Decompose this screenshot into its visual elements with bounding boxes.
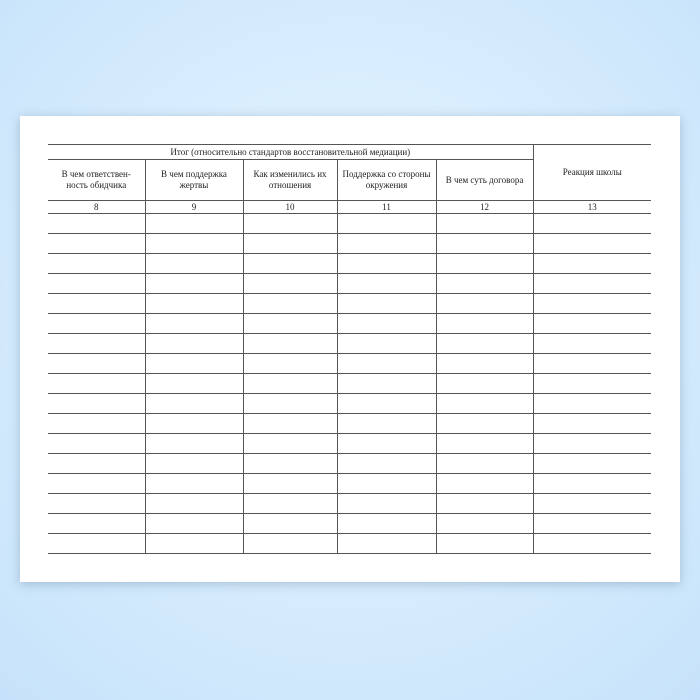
blank-cell: [145, 254, 243, 274]
blank-cell: [145, 494, 243, 514]
column-header-victim-support: В чем поддержка жертвы: [145, 160, 243, 201]
blank-cell: [436, 334, 533, 354]
blank-cell: [533, 334, 651, 354]
table-row: [48, 314, 651, 334]
blank-cell: [436, 514, 533, 534]
table-row: [48, 354, 651, 374]
table-row: [48, 254, 651, 274]
blank-cell: [48, 374, 145, 394]
blank-cell: [436, 354, 533, 374]
blank-cell: [337, 354, 436, 374]
blank-cell: [436, 454, 533, 474]
blank-cell: [145, 354, 243, 374]
blank-cell: [533, 214, 651, 234]
blank-cell: [436, 414, 533, 434]
blank-cell: [337, 274, 436, 294]
blank-cell: [337, 454, 436, 474]
blank-cell: [243, 374, 337, 394]
blank-cell: [533, 414, 651, 434]
blank-cell: [337, 474, 436, 494]
blank-cell: [145, 414, 243, 434]
blank-cell: [48, 454, 145, 474]
blank-cell: [436, 254, 533, 274]
column-number: 11: [337, 201, 436, 214]
blank-cell: [48, 394, 145, 414]
blank-cell: [436, 374, 533, 394]
blank-cell: [145, 394, 243, 414]
blank-cell: [436, 294, 533, 314]
table-row: [48, 274, 651, 294]
blank-cell: [533, 434, 651, 454]
blank-cell: [533, 514, 651, 534]
group-header: Итог (относительно стандартов восстановительной медиации): [48, 145, 533, 160]
blank-cell: [243, 454, 337, 474]
blank-cell: [243, 514, 337, 534]
blank-cell: [145, 454, 243, 474]
blank-cell: [436, 234, 533, 254]
column-number: 10: [243, 201, 337, 214]
column-number: 13: [533, 201, 651, 214]
blank-cell: [243, 434, 337, 454]
blank-cell: [533, 454, 651, 474]
column-header-relationship-change: Как изменились их отношения: [243, 160, 337, 201]
blank-cell: [145, 514, 243, 534]
table-row: [48, 474, 651, 494]
blank-cell: [243, 494, 337, 514]
blank-cell: [337, 514, 436, 534]
blank-cell: [243, 414, 337, 434]
column-header-agreement-essence: В чем суть договора: [436, 160, 533, 201]
form-sheet: [20, 116, 680, 582]
blank-cell: [337, 214, 436, 234]
blank-cell: [533, 474, 651, 494]
blank-cell: [533, 254, 651, 274]
blank-cell: [48, 414, 145, 434]
blank-cell: [533, 374, 651, 394]
blank-rows: [48, 214, 651, 554]
blank-cell: [533, 274, 651, 294]
blank-cell: [243, 214, 337, 234]
blank-cell: [48, 214, 145, 234]
blank-cell: [48, 294, 145, 314]
blank-cell: [243, 474, 337, 494]
column-header-environment-support: Поддержка со стороны окружения: [337, 160, 436, 201]
blank-cell: [533, 534, 651, 554]
blank-cell: [48, 234, 145, 254]
blank-cell: [145, 234, 243, 254]
blank-cell: [48, 514, 145, 534]
blank-cell: [436, 494, 533, 514]
blank-cell: [533, 494, 651, 514]
table-row: [48, 394, 651, 414]
blank-cell: [436, 314, 533, 334]
blank-cell: [533, 394, 651, 414]
blank-cell: [145, 314, 243, 334]
blank-cell: [48, 494, 145, 514]
blank-cell: [48, 474, 145, 494]
table-row: [48, 514, 651, 534]
table-row: [48, 294, 651, 314]
blank-cell: [145, 434, 243, 454]
blank-cell: [337, 374, 436, 394]
blank-cell: [337, 494, 436, 514]
blank-cell: [533, 294, 651, 314]
blank-cell: [48, 274, 145, 294]
blank-cell: [533, 234, 651, 254]
blank-cell: [337, 314, 436, 334]
blank-cell: [145, 294, 243, 314]
column-header-school-reaction: Реакция школы: [533, 145, 651, 201]
table-row: [48, 234, 651, 254]
blank-cell: [48, 354, 145, 374]
blank-cell: [436, 394, 533, 414]
blank-cell: [337, 254, 436, 274]
blank-cell: [48, 434, 145, 454]
blank-cell: [243, 294, 337, 314]
blank-cell: [337, 394, 436, 414]
table-row: [48, 374, 651, 394]
blank-cell: [145, 534, 243, 554]
blank-cell: [243, 534, 337, 554]
blank-cell: [243, 334, 337, 354]
blank-cell: [337, 534, 436, 554]
blank-cell: [48, 314, 145, 334]
blank-cell: [533, 314, 651, 334]
mediation-outcome-table: [48, 144, 651, 554]
blank-cell: [337, 434, 436, 454]
blank-cell: [243, 234, 337, 254]
column-header-offender-responsibility: В чем ответствен-ность обидчика: [48, 160, 145, 201]
table-row: [48, 334, 651, 354]
blank-cell: [533, 354, 651, 374]
blank-cell: [48, 534, 145, 554]
blank-cell: [243, 274, 337, 294]
blank-cell: [436, 534, 533, 554]
blank-cell: [436, 214, 533, 234]
column-number: 9: [145, 201, 243, 214]
blank-cell: [337, 414, 436, 434]
blank-cell: [145, 274, 243, 294]
blank-cell: [243, 394, 337, 414]
blank-cell: [337, 234, 436, 254]
blank-cell: [48, 334, 145, 354]
table-row: [48, 214, 651, 234]
blank-cell: [243, 254, 337, 274]
blank-cell: [145, 374, 243, 394]
blank-cell: [48, 254, 145, 274]
table-row: [48, 414, 651, 434]
blank-cell: [436, 434, 533, 454]
blank-cell: [145, 334, 243, 354]
blank-cell: [436, 474, 533, 494]
blank-cell: [243, 314, 337, 334]
column-number: 8: [48, 201, 145, 214]
column-number: 12: [436, 201, 533, 214]
table-row: [48, 454, 651, 474]
blank-cell: [337, 294, 436, 314]
table-row: [48, 494, 651, 514]
table-row: [48, 434, 651, 454]
blank-cell: [145, 474, 243, 494]
blank-cell: [145, 214, 243, 234]
blank-cell: [243, 354, 337, 374]
blank-cell: [436, 274, 533, 294]
blank-cell: [337, 334, 436, 354]
table-row: [48, 534, 651, 554]
